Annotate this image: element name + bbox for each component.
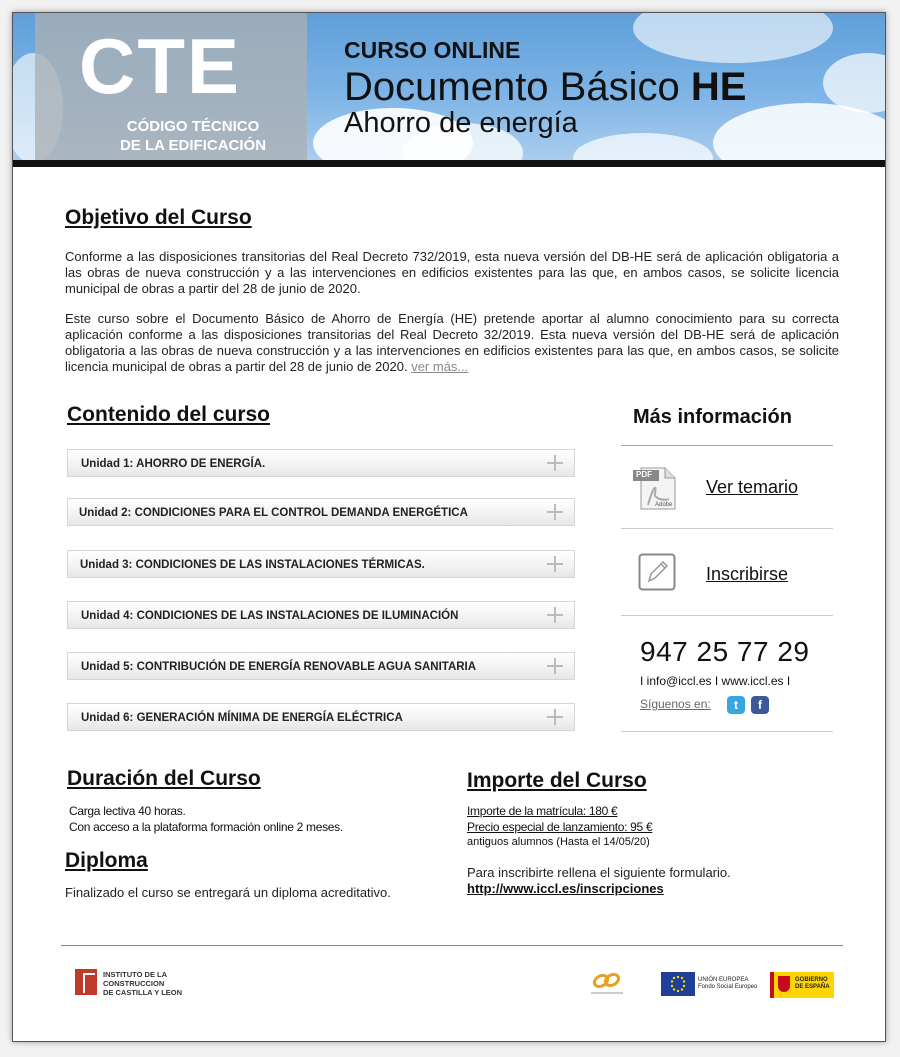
contenido-title: Contenido del curso <box>67 403 271 426</box>
course-title-bold: HE <box>690 65 747 109</box>
cte-logo-text: CTE <box>79 22 241 110</box>
duracion-line-2: Con acceso a la plataforma formación online 2 meses. <box>69 820 343 834</box>
course-type: CURSO ONLINE <box>344 37 521 63</box>
cte-logo-subtitle <box>83 117 303 155</box>
gobierno-label-line-2: DE ESPAÑA <box>795 984 830 990</box>
inscribirse-link[interactable]: Inscribirse <box>706 564 789 584</box>
eu-flag-logo <box>661 972 695 996</box>
divider <box>621 731 833 732</box>
iccl-logo-line-3: DE CASTILLA Y LEON <box>103 988 183 997</box>
phone-number: 947 25 77 29 <box>640 636 810 667</box>
unit-label: Unidad 4: CONDICIONES DE LAS INSTALACIONES DE ILUMINACIÓN <box>81 610 459 622</box>
plus-icon[interactable] <box>547 607 563 623</box>
plus-icon[interactable] <box>547 556 563 572</box>
form-instructions: Para inscribirte rellena el siguiente formulario. <box>467 865 731 880</box>
iccl-logo-mark <box>75 969 97 995</box>
eu-label-line-1: UNIÓN EUROPEA <box>698 977 749 983</box>
objetivo-paragraph-1: Conforme a las disposiciones transitorias del Real Decreto 732/2019, esta nueva versión del DB-HE será de aplicación obligatoria a las obras de nueva construcción y a las intervenciones en edificios existentes para las que, en ambos casos, se solicite licencia municipal de obras a partir del 28 de junio de 2020. <box>65 249 839 296</box>
unit-accordion-4[interactable] <box>67 601 575 629</box>
iccl-logo-line-2: CONSTRUCCION <box>103 979 165 988</box>
header-banner <box>13 13 885 167</box>
adobe-label: Adobe <box>655 502 673 508</box>
divider <box>621 445 833 446</box>
cte-logo <box>35 13 307 160</box>
ver-mas-link[interactable]: ver más... <box>411 359 469 374</box>
objetivo-paragraph-2 <box>65 311 839 375</box>
objetivo-title: Objetivo del Curso <box>65 206 252 229</box>
importe-matricula: Importe de la matrícula: 180 € <box>467 804 618 818</box>
unit-accordion-6[interactable] <box>67 703 575 731</box>
course-title <box>344 65 746 110</box>
inscripciones-link[interactable]: http://www.iccl.es/inscripciones <box>467 881 664 896</box>
diploma-text: Finalizado el curso se entregará un diploma acreditativo. <box>65 885 391 900</box>
fundacion-logo <box>587 970 627 998</box>
plus-icon[interactable] <box>547 658 563 674</box>
escudo-icon <box>778 976 790 992</box>
unit-label: Unidad 6: GENERACIÓN MÍNIMA DE ENERGÍA ELÉCTRICA <box>81 712 403 724</box>
duracion-title: Duración del Curso <box>67 767 261 790</box>
plus-icon[interactable] <box>547 455 563 471</box>
iccl-logo-line-1: INSTITUTO DE LA <box>103 970 168 979</box>
plus-icon[interactable] <box>547 504 563 520</box>
facebook-icon[interactable]: f <box>751 696 769 714</box>
unit-label: Unidad 5: CONTRIBUCIÓN DE ENERGÍA RENOVABLE AGUA SANITARIA <box>81 661 477 673</box>
footer-divider <box>61 945 843 946</box>
unit-accordion-3[interactable] <box>67 550 575 578</box>
course-subtitle: Ahorro de energía <box>344 107 578 139</box>
unit-accordion-1[interactable] <box>67 449 575 477</box>
cte-logo-sub-1: CÓDIGO TÉCNICO <box>126 118 260 135</box>
unit-accordion-2[interactable] <box>67 498 575 526</box>
eu-label <box>698 977 757 991</box>
course-title-prefix: Documento Básico <box>344 65 691 109</box>
unit-label: Unidad 1: AHORRO DE ENERGÍA. <box>81 458 266 470</box>
ver-temario-link[interactable]: Ver temario <box>706 477 799 497</box>
pdf-icon[interactable] <box>633 465 677 511</box>
page <box>12 12 886 1042</box>
twitter-icon[interactable]: t <box>727 696 745 714</box>
diploma-title: Diploma <box>65 849 148 872</box>
unit-label: Unidad 3: CONDICIONES DE LAS INSTALACIONES TÉRMICAS. <box>80 559 425 571</box>
cte-logo-sub-2: DE LA EDIFICACIÓN <box>119 137 267 154</box>
gobierno-logo <box>770 972 834 998</box>
importe-especial: Precio especial de lanzamiento: 95 € <box>467 820 653 834</box>
importe-antiguos: antiguos alumnos (Hasta el 14/05/20) <box>467 836 650 848</box>
pdf-label: PDF <box>636 470 652 479</box>
edit-icon[interactable] <box>638 553 676 591</box>
unit-accordion-5[interactable] <box>67 652 575 680</box>
divider <box>621 528 833 529</box>
divider <box>621 615 833 616</box>
importe-title: Importe del Curso <box>467 769 647 792</box>
gobierno-label <box>795 977 830 991</box>
eu-label-line-2: Fondo Social Europeo <box>698 984 758 990</box>
objetivo-paragraph-2-text: Este curso sobre el Documento Básico de Ahorro de Energía (HE) pretende aportar al alumno conocimiento para su correcta aplicación conforme a las disposiciones transitorias del Real Decreto 32/2019. Esta nueva versión del DB-HE será de aplicación obligatoria a las obras de nueva construcción y a las intervenciones en edificios existentes para las que, en ambos casos, se solicite licencia municipal de obras a partir del 28 de junio de 2020. <box>65 311 839 374</box>
duracion-line-1: Carga lectiva 40 horas. <box>69 804 186 818</box>
gobierno-label-line-1: GOBIERNO <box>795 977 828 983</box>
mas-informacion-title: Más información <box>633 406 792 428</box>
contact-info: I info@iccl.es I www.iccl.es I <box>640 674 791 688</box>
follow-us-label: Síguenos en: <box>640 697 711 711</box>
plus-icon[interactable] <box>547 709 563 725</box>
iccl-logo-text <box>103 970 203 997</box>
unit-label: Unidad 2: CONDICIONES PARA EL CONTROL DEMANDA ENERGÉTICA <box>79 507 468 519</box>
